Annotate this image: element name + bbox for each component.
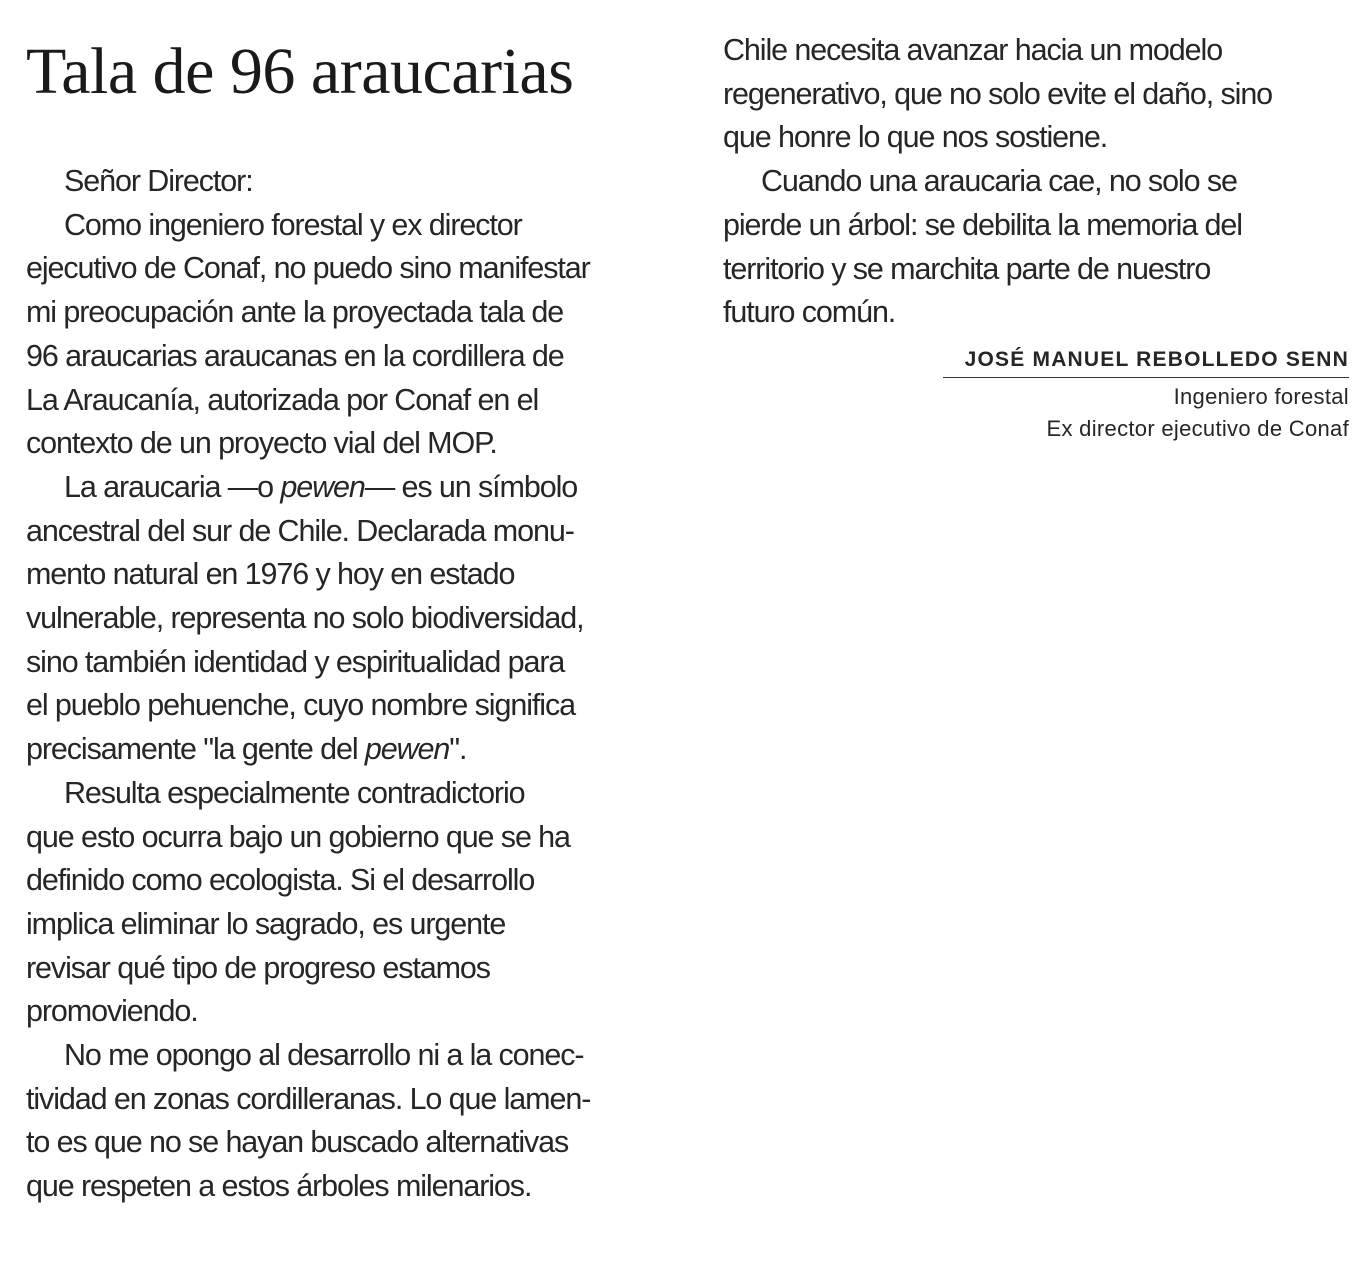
letter-body-left-column bbox=[26, 160, 656, 1209]
text-line: Señor Director: bbox=[64, 164, 253, 198]
author-role: Ingeniero forestal bbox=[1173, 384, 1349, 409]
text-line: futuro común. bbox=[723, 295, 896, 330]
text-line: tividad en zonas cordilleranas. Lo que lamen- bbox=[26, 1081, 591, 1116]
text-line: implica eliminar lo sagrado, es urgente bbox=[26, 906, 506, 941]
text-line: Chile necesita avanzar hacia un modelo bbox=[723, 33, 1223, 67]
text-line: pierde un árbol: se debilita la memoria del bbox=[723, 207, 1242, 242]
text-line: sino también identidad y espiritualidad para bbox=[26, 644, 565, 679]
text-line: to es que no se hayan buscado alternativas bbox=[26, 1125, 569, 1160]
text-line: mento natural en 1976 y hoy en estado bbox=[26, 557, 515, 592]
text-line: vulnerable, representa no solo biodiversidad, bbox=[26, 601, 584, 636]
text-line: La Araucanía, autorizada por Conaf en el bbox=[26, 382, 539, 417]
text-line: Resulta especialmente contradictorio bbox=[64, 775, 525, 810]
article-title: Tala de 96 araucarias bbox=[26, 35, 574, 108]
text-line: No me opongo al desarrollo ni a la conec- bbox=[64, 1038, 584, 1073]
text-line: ancestral del sur de Chile. Declarada monu- bbox=[26, 513, 574, 548]
text-line: regenerativo, que no solo evite el daño, sino bbox=[723, 76, 1273, 111]
signature-block bbox=[943, 345, 1349, 445]
text-line: 96 araucarias araucanas en la cordillera de bbox=[26, 338, 564, 373]
text-line: que esto ocurra bajo un gobierno que se ha bbox=[26, 819, 570, 854]
text-line: Como ingeniero forestal y ex director bbox=[64, 207, 522, 242]
text-line: contexto de un proyecto vial del MOP. bbox=[26, 426, 497, 461]
text-line: definido como ecologista. Si el desarrollo bbox=[26, 863, 535, 898]
text-line: La araucaria —o pewen— es un símbolo bbox=[64, 469, 578, 504]
text-line: Cuando una araucaria cae, no solo se bbox=[761, 164, 1237, 199]
text-line: que respeten a estos árboles milenarios. bbox=[26, 1169, 532, 1204]
text-line: el pueblo pehuenche, cuyo nombre significa bbox=[26, 688, 575, 723]
text-line: que honre lo que nos sostiene. bbox=[723, 120, 1108, 155]
text-line: ejecutivo de Conaf, no puedo sino manifestar bbox=[26, 251, 590, 286]
text-line: promoviendo. bbox=[26, 994, 198, 1029]
text-line: territorio y se marchita parte de nuestro bbox=[723, 251, 1211, 286]
text-line: revisar qué tipo de progreso estamos bbox=[26, 950, 490, 985]
author-name: JOSÉ MANUEL REBOLLEDO SENN bbox=[943, 345, 1349, 378]
letter-body-right-column bbox=[723, 29, 1353, 335]
text-line: mi preocupación ante la proyectada tala de bbox=[26, 295, 564, 330]
text-line: precisamente "la gente del pewen". bbox=[26, 732, 467, 767]
author-former-role: Ex director ejecutivo de Conaf bbox=[1046, 416, 1349, 441]
